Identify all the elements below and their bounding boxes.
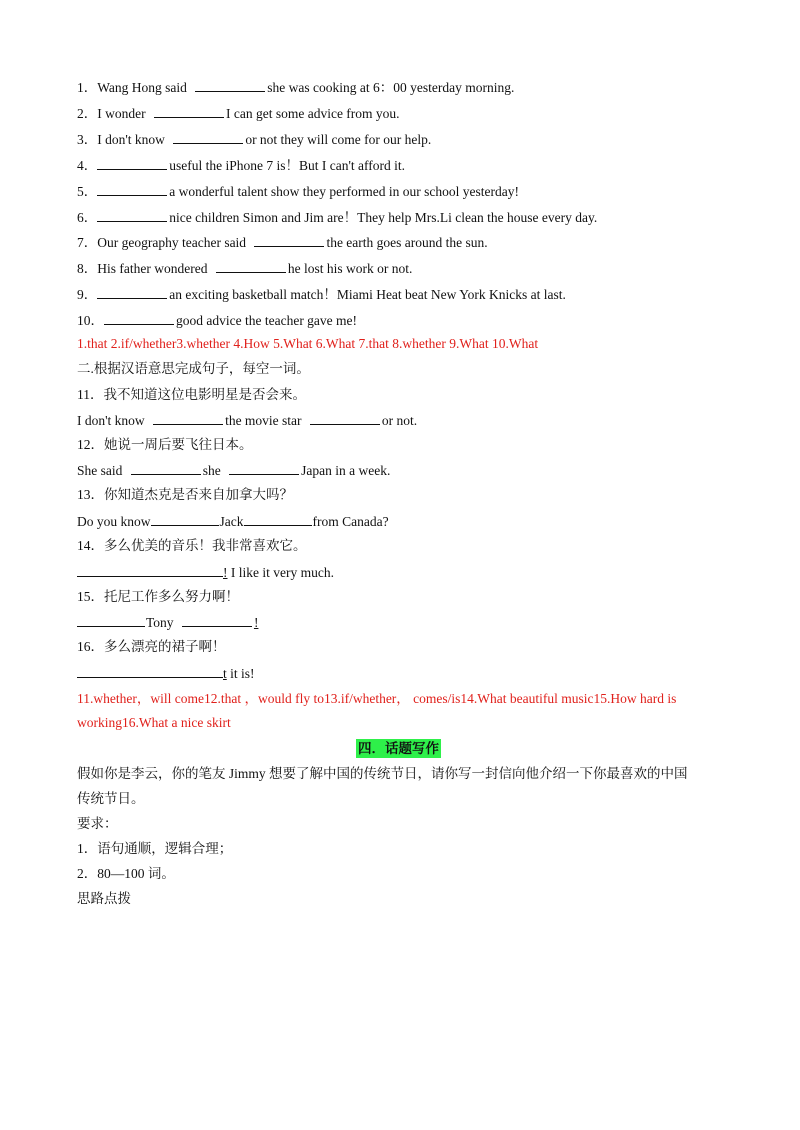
exercise-item — [77, 311, 357, 330]
exercise-number: 2． — [77, 106, 98, 121]
exercise-number: 10． — [77, 313, 104, 328]
answer-blank[interactable] — [173, 130, 243, 144]
answer-blank[interactable] — [154, 104, 224, 118]
exercise-text-after: an exciting basketball match！Miami Heat beat New York Knicks at last. — [169, 287, 566, 302]
exercise-item — [77, 208, 597, 227]
exercise-text-after: or not they will come for our help. — [245, 132, 432, 147]
requirements-label: 要求： — [77, 816, 118, 831]
answer-blank[interactable] — [182, 613, 252, 627]
answer-blank[interactable] — [97, 182, 167, 196]
answer-blank[interactable] — [77, 563, 223, 577]
exercise-item — [77, 130, 431, 149]
writing-prompt-line-2: 传统节日。 — [77, 791, 145, 806]
hint-label: 思路点拨 — [77, 891, 131, 906]
exercise-number: 8． — [77, 261, 98, 276]
q14-sentence: ! I like it very much. — [77, 563, 334, 582]
exercise-item — [77, 156, 405, 175]
exercise-text-after: nice children Simon and Jim are！They help Mrs.Li clean the house every day. — [169, 210, 598, 225]
answer-blank[interactable] — [131, 461, 201, 475]
answer-blank[interactable] — [310, 411, 380, 425]
q12-sentence: She said she Japan in a week. — [77, 463, 391, 478]
answer-blank[interactable] — [151, 512, 219, 526]
q13-chinese: 13．你知道杰克是否来自加拿大吗？ — [77, 487, 293, 502]
q16-chinese: 16．多么漂亮的裙子啊！ — [77, 639, 226, 654]
exercise-text-after: I can get some advice from you. — [225, 106, 400, 121]
answer-blank[interactable] — [229, 461, 299, 475]
exercise-number: 1． — [77, 80, 98, 95]
answer-key-2-line-2: working16.What a nice skirt — [77, 715, 231, 730]
answer-key-2-line-1: 11.whether，will come12.that ，would fly to13.if/whether， comes/is14.What beautiful music15.How hard is — [77, 691, 677, 706]
exercise-text-before: I don't know — [97, 132, 169, 147]
exercise-text-after: good advice the teacher gave me! — [176, 313, 358, 328]
exercise-number: 3． — [77, 132, 98, 147]
exercise-item — [77, 259, 412, 278]
answer-blank[interactable] — [195, 78, 265, 92]
exercise-number: 6． — [77, 210, 98, 225]
exercise-number: 4． — [77, 158, 98, 173]
answer-blank[interactable] — [97, 156, 167, 170]
answer-blank[interactable] — [77, 613, 145, 627]
exercise-number: 9． — [77, 287, 98, 302]
exercise-text-before: Our geography teacher said — [97, 235, 250, 250]
answer-blank[interactable] — [77, 664, 223, 678]
exercise-text-before: I wonder — [97, 106, 149, 121]
q15-sentence: Tony ! — [77, 613, 258, 632]
exercise-item — [77, 285, 566, 304]
answer-blank[interactable] — [97, 208, 167, 222]
section-4-heading: 四．话题写作 — [358, 741, 439, 756]
exercise-text-after: a wonderful talent show they performed in our school yesterday! — [169, 184, 520, 199]
q14-chinese: 14．多么优美的音乐！我非常喜欢它。 — [77, 538, 307, 553]
exercise-text-before: Wang Hong said — [97, 80, 191, 95]
q15-chinese: 15．托尼工作多么努力啊！ — [77, 589, 239, 604]
exercise-text-after: useful the iPhone 7 is！But I can't afford it. — [169, 158, 406, 173]
exercise-number: 7． — [77, 235, 98, 250]
answer-key-1: 1.that 2.if/whether3.whether 4.How 5.What 6.What 7.that 8.whether 9.What 10.What — [77, 336, 539, 351]
answer-blank[interactable] — [254, 233, 324, 247]
q12-chinese: 12．她说一周后要飞往日本。 — [77, 437, 253, 452]
exercise-text-after: the earth goes around the sun. — [326, 235, 488, 250]
q11-sentence: I don't know the movie star or not. — [77, 413, 418, 428]
exercise-item — [77, 233, 488, 252]
requirement-1: 1．语句通顺，逻辑合理； — [77, 841, 233, 856]
answer-blank[interactable] — [244, 512, 312, 526]
answer-blank[interactable] — [104, 311, 174, 325]
q16-sentence: t it is! — [77, 664, 255, 683]
answer-blank[interactable] — [216, 259, 286, 273]
exercise-text-after: he lost his work or not. — [287, 261, 413, 276]
q13-sentence: Do you know Jack from Canada? — [77, 514, 389, 529]
exercise-number: 5． — [77, 184, 98, 199]
answer-blank[interactable] — [153, 411, 223, 425]
exercise-item — [77, 182, 519, 201]
requirement-2: 2．80—100 词。 — [77, 866, 175, 881]
exercise-item — [77, 78, 514, 97]
section-2-title: 二.根据汉语意思完成句子，每空一词。 — [77, 361, 310, 376]
answer-blank[interactable] — [97, 285, 167, 299]
exercise-text-after: she was cooking at 6：00 yesterday morning. — [267, 80, 515, 95]
exercise-item — [77, 104, 400, 123]
exercise-text-before: His father wondered — [97, 261, 211, 276]
q11-chinese: 11．我不知道这位电影明星是否会来。 — [77, 387, 306, 402]
writing-prompt-line-1: 假如你是李云，你的笔友 Jimmy 想要了解中国的传统节日，请你写一封信向他介绍一下你最喜欢的中国 — [77, 766, 688, 781]
